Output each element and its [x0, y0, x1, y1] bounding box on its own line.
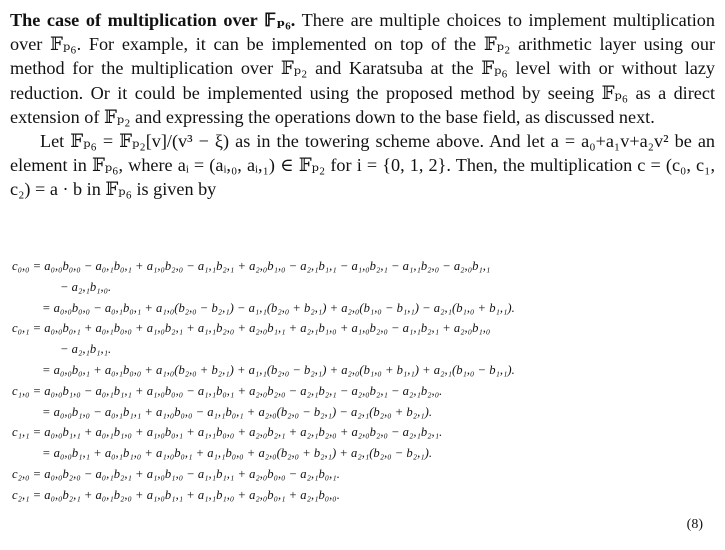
equation-line: = a₀,₀b₀,₀ − a₀,₁b₀,₁ + a₁,₀(b₂,₀ − b₂,₁) − a₁,₁(b₂,₀ + b₂,₁) + a₂,₀(b₁,₀ − b₁,₁) − a₂,₁(b₁,₀ + b₁,₁).: [42, 300, 515, 315]
equation-line: c₂,₁ = a₀,₀b₂,₁ + a₀,₁b₂,₀ + a₁,₀b₁,₁ + a₁,₁b₁,₀ + a₂,₀b₀,₁ + a₂,₁b₀,₀.: [12, 487, 340, 502]
paragraph-2: Let 𝔽ₚ₆ = 𝔽ₚ₂[v]/(v³ − ξ) as in the towering scheme above. And let a = a₀+a₁v+a₂v² be an element in 𝔽ₚ₆, where aᵢ = (aᵢ,₀, aᵢ,₁) ∈ 𝔽ₚ₂ for i = {0, 1, 2}. Then, the multiplication c = (c₀, c₁, c₂) = a · b in 𝔽ₚ₆ is given by: [10, 131, 715, 200]
equation-block: [12, 256, 717, 506]
equation-line: c₁,₀ = a₀,₀b₁,₀ − a₀,₁b₁,₁ + a₁,₀b₀,₀ − a₁,₁b₀,₁ + a₂,₀b₂,₀ − a₂,₁b₂,₁ − a₂,₀b₂,₁ − a₂,₁b₂,₀.: [12, 383, 443, 398]
paragraph-1: [10, 8, 715, 129]
paragraph-1-text: There are multiple choices to implement multiplication over 𝔽ₚ₆. For example, it can be implemented on top of the 𝔽ₚ₂ arithmetic layer using our method for the multiplication over 𝔽ₚ₂ and Karatsuba at the 𝔽ₚ₆ level with or without lazy reduction. Or it could be implemented using the proposed method by seeing 𝔽ₚ₆ as a direct extension of 𝔽ₚ₂ and expressing the operations down to the base field, as discussed next.: [10, 10, 715, 127]
equation-line: c₀,₁ = a₀,₀b₀,₁ + a₀,₁b₀,₀ + a₁,₀b₂,₁ + a₁,₁b₂,₀ + a₂,₀b₁,₁ + a₂,₁b₁,₀ + a₁,₀b₂,₀ − a₁,₁b₂,₁ + a₂,₀b₁,₀: [12, 321, 491, 336]
equation-line: = a₀,₀b₁,₁ + a₀,₁b₁,₀ + a₁,₀b₀,₁ + a₁,₁b₀,₀ + a₂,₀(b₂,₀ + b₂,₁) + a₂,₁(b₂,₀ − b₂,₁).: [42, 446, 432, 461]
equation-line: = a₀,₀b₀,₁ + a₀,₁b₀,₀ + a₁,₀(b₂,₀ + b₂,₁) + a₁,₁(b₂,₀ − b₂,₁) + a₂,₀(b₁,₀ + b₁,₁) + a₂,₁(b₁,₀ − b₁,₁).: [42, 362, 515, 377]
equation-line: = a₀,₀b₁,₀ − a₀,₁b₁,₁ + a₁,₀b₀,₀ − a₁,₁b₀,₁ + a₂,₀(b₂,₀ − b₂,₁) − a₂,₁(b₂,₀ + b₂,₁).: [42, 404, 432, 419]
equation-line: − a₂,₁b₁,₀.: [60, 279, 112, 294]
equation-line: c₀,₀ = a₀,₀b₀,₀ − a₀,₁b₀,₁ + a₁,₀b₂,₀ − a₁,₁b₂,₁ + a₂,₀b₁,₀ − a₂,₁b₁,₁ − a₁,₀b₂,₁ − a₁,₁b₂,₀ − a₂,₀b₁,₁: [12, 259, 491, 273]
prose-block: [10, 8, 715, 202]
equation-line: c₁,₁ = a₀,₀b₁,₁ + a₀,₁b₁,₀ + a₁,₀b₀,₁ + a₁,₁b₀,₀ + a₂,₀b₂,₁ + a₂,₁b₂,₀ + a₂,₀b₂,₀ − a₂,₁b₂,₁.: [12, 425, 443, 440]
section-heading: The case of multiplication over 𝔽ₚ₆.: [10, 10, 296, 30]
equation-number: (8): [686, 517, 703, 532]
equation-line: − a₂,₁b₁,₁.: [60, 342, 112, 357]
equation-line: c₂,₀ = a₀,₀b₂,₀ − a₀,₁b₂,₁ + a₁,₀b₁,₀ − a₁,₁b₁,₁ + a₂,₀b₀,₀ − a₂,₁b₀,₁.: [12, 466, 340, 481]
